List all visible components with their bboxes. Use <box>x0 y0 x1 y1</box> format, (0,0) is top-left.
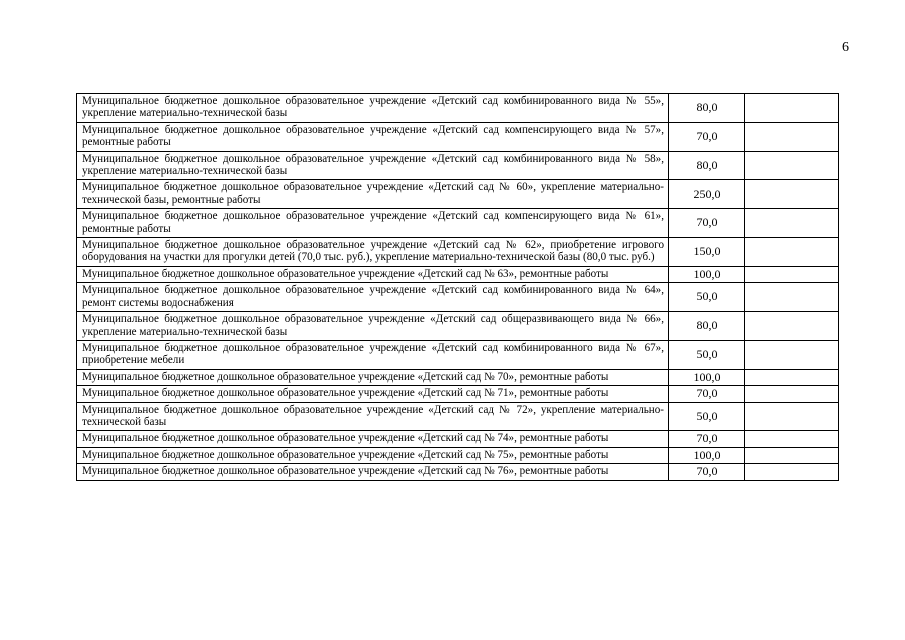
row-extra-cell <box>745 402 839 431</box>
row-amount: 70,0 <box>669 209 745 238</box>
row-extra-cell <box>745 180 839 209</box>
row-description: Муниципальное бюджетное дошкольное образовательное учреждение «Детский сад № 62», приобретение игрового оборудования на участки для прогулки детей (70,0 тыс. руб.), укрепление материально-технической базы (80,0 тыс. руб.) <box>77 238 669 267</box>
row-extra-cell <box>745 340 839 369</box>
row-amount: 50,0 <box>669 340 745 369</box>
row-amount: 150,0 <box>669 238 745 267</box>
row-extra-cell <box>745 431 839 447</box>
table-row <box>77 180 839 209</box>
table-row <box>77 431 839 447</box>
table-row <box>77 402 839 431</box>
row-amount: 80,0 <box>669 94 745 123</box>
row-extra-cell <box>745 464 839 480</box>
row-amount: 100,0 <box>669 266 745 282</box>
row-amount: 100,0 <box>669 369 745 385</box>
row-amount: 250,0 <box>669 180 745 209</box>
row-amount: 70,0 <box>669 122 745 151</box>
row-amount: 70,0 <box>669 464 745 480</box>
row-extra-cell <box>745 209 839 238</box>
row-description: Муниципальное бюджетное дошкольное образовательное учреждение «Детский сад комбинированного вида № 64», ремонт системы водоснабжения <box>77 283 669 312</box>
table-row <box>77 283 839 312</box>
table-row <box>77 94 839 123</box>
row-extra-cell <box>745 447 839 463</box>
row-extra-cell <box>745 283 839 312</box>
row-description: Муниципальное бюджетное дошкольное образовательное учреждение «Детский сад комбинированного вида № 67», приобретение мебели <box>77 340 669 369</box>
table-row <box>77 340 839 369</box>
row-description: Муниципальное бюджетное дошкольное образовательное учреждение «Детский сад № 72», укрепление материально-технической базы <box>77 402 669 431</box>
row-extra-cell <box>745 312 839 341</box>
row-extra-cell <box>745 122 839 151</box>
table-row <box>77 209 839 238</box>
row-extra-cell <box>745 266 839 282</box>
table-row <box>77 464 839 480</box>
row-extra-cell <box>745 238 839 267</box>
table-row <box>77 369 839 385</box>
row-description: Муниципальное бюджетное дошкольное образовательное учреждение «Детский сад № 75», ремонтные работы <box>77 447 669 463</box>
table-row <box>77 238 839 267</box>
row-extra-cell <box>745 151 839 180</box>
row-amount: 80,0 <box>669 312 745 341</box>
row-description: Муниципальное бюджетное дошкольное образовательное учреждение «Детский сад № 60», укрепление материально-технической базы, ремонтные работы <box>77 180 669 209</box>
row-description: Муниципальное бюджетное дошкольное образовательное учреждение «Детский сад № 70», ремонтные работы <box>77 369 669 385</box>
funding-table-body <box>77 94 839 481</box>
row-description: Муниципальное бюджетное дошкольное образовательное учреждение «Детский сад № 71», ремонтные работы <box>77 386 669 402</box>
row-extra-cell <box>745 369 839 385</box>
row-description: Муниципальное бюджетное дошкольное образовательное учреждение «Детский сад компенсирующего вида № 61», ремонтные работы <box>77 209 669 238</box>
row-description: Муниципальное бюджетное дошкольное образовательное учреждение «Детский сад комбинированного вида № 55», укрепление материально-технической базы <box>77 94 669 123</box>
funding-table <box>76 93 839 481</box>
table-row <box>77 151 839 180</box>
table-row <box>77 447 839 463</box>
table-row <box>77 312 839 341</box>
row-extra-cell <box>745 386 839 402</box>
row-description: Муниципальное бюджетное дошкольное образовательное учреждение «Детский сад № 74», ремонтные работы <box>77 431 669 447</box>
row-amount: 80,0 <box>669 151 745 180</box>
row-extra-cell <box>745 94 839 123</box>
row-description: Муниципальное бюджетное дошкольное образовательное учреждение «Детский сад компенсирующего вида № 57», ремонтные работы <box>77 122 669 151</box>
row-amount: 70,0 <box>669 386 745 402</box>
row-amount: 70,0 <box>669 431 745 447</box>
page-number: 6 <box>842 40 849 55</box>
row-amount: 50,0 <box>669 283 745 312</box>
row-description: Муниципальное бюджетное дошкольное образовательное учреждение «Детский сад № 76», ремонтные работы <box>77 464 669 480</box>
table-row <box>77 122 839 151</box>
table-row <box>77 266 839 282</box>
row-amount: 100,0 <box>669 447 745 463</box>
row-description: Муниципальное бюджетное дошкольное образовательное учреждение «Детский сад общеразвивающего вида № 66», укрепление материально-технической базы <box>77 312 669 341</box>
row-description: Муниципальное бюджетное дошкольное образовательное учреждение «Детский сад комбинированного вида № 58», укрепление материально-технической базы <box>77 151 669 180</box>
row-amount: 50,0 <box>669 402 745 431</box>
row-description: Муниципальное бюджетное дошкольное образовательное учреждение «Детский сад № 63», ремонтные работы <box>77 266 669 282</box>
table-row <box>77 386 839 402</box>
